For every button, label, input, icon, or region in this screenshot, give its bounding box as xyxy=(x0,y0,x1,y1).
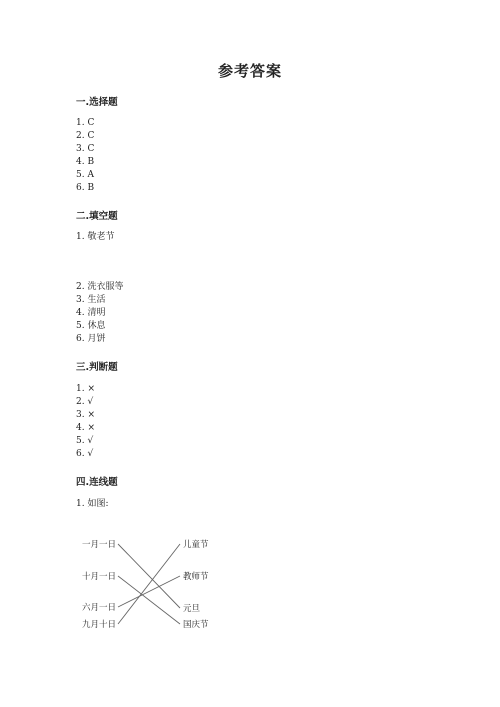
answer-line: 2. 洗衣服等 xyxy=(76,282,124,292)
right-label: 国庆节 xyxy=(183,620,209,630)
match-line xyxy=(118,544,180,624)
answer-line: 2. √ xyxy=(76,397,94,407)
left-label: 十月一日 xyxy=(81,572,116,582)
right-label: 教师节 xyxy=(183,572,209,582)
answer-line: 5. 休息 xyxy=(76,321,106,331)
page-title: 参考答案 xyxy=(217,62,282,80)
section-heading-choice: 一.选择题 xyxy=(76,97,118,108)
answer-line: 3. × xyxy=(76,410,95,420)
answer-line: 4. 清明 xyxy=(76,308,106,318)
left-label: 九月十日 xyxy=(81,620,116,630)
section-heading-fill: 二.填空题 xyxy=(76,211,118,222)
right-label: 元旦 xyxy=(183,604,201,614)
answer-line: 6. √ xyxy=(76,449,94,459)
match-line xyxy=(118,544,180,608)
match-line xyxy=(118,576,180,624)
matching-lines xyxy=(118,544,180,624)
answer-line: 1. 敬老节 xyxy=(76,232,115,242)
answer-line: 6. 月饼 xyxy=(76,334,106,344)
section-heading-judge: 三.判断题 xyxy=(76,362,118,373)
answer-line: 1. × xyxy=(76,384,95,394)
match-line xyxy=(118,576,180,607)
left-label: 六月一日 xyxy=(81,603,116,613)
left-label: 一月一日 xyxy=(81,540,116,550)
answer-line: 2. C xyxy=(76,131,95,141)
answer-line: 1. 如图: xyxy=(76,499,109,509)
right-label: 儿童节 xyxy=(183,540,209,550)
answer-line: 1. C xyxy=(76,118,95,128)
answer-line: 5. √ xyxy=(76,436,94,446)
section-heading-matching: 四.连线题 xyxy=(76,477,118,488)
answer-line: 4. B xyxy=(76,157,95,167)
answer-line: 3. C xyxy=(76,144,95,154)
answer-line: 4. × xyxy=(76,423,95,433)
answer-line: 3. 生活 xyxy=(76,295,106,305)
answer-line: 6. B xyxy=(76,183,95,193)
answer-line: 5. A xyxy=(76,170,94,180)
